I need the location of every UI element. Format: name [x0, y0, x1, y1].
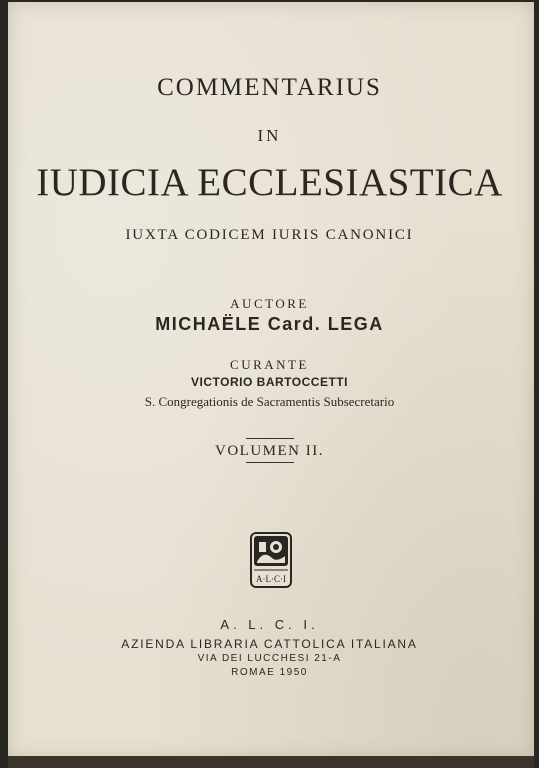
- publisher-name: AZIENDA LIBRARIA CATTOLICA ITALIANA: [121, 637, 418, 651]
- publisher-city-year: ROMAE 1950: [231, 667, 308, 678]
- editor-role: S. Congregationis de Sacramentis Subsecretario: [144, 394, 395, 409]
- main-title: IUDICIA ECCLESIASTICA: [36, 161, 503, 204]
- volume-label: VOLUMEN II.: [215, 443, 324, 459]
- divider-bottom: [246, 462, 294, 463]
- divider-top: [246, 438, 294, 439]
- author-name: MICHAËLE Card. LEGA: [155, 314, 384, 334]
- title-line-1: COMMENTARIUS: [157, 74, 382, 101]
- title-line-2: IN: [257, 126, 282, 145]
- author-label: AUCTORE: [230, 296, 309, 311]
- cover-bottom-edge: [8, 756, 534, 768]
- publisher-address: VIA DEI LUCCHESI 21-A: [197, 653, 342, 664]
- subtitle: IUXTA CODICEM IURIS CANONICI: [125, 227, 414, 243]
- editor-name: VICTORIO BARTOCCETTI: [191, 375, 348, 389]
- editor-label: CURANTE: [230, 357, 309, 372]
- publisher-logo-icon: [250, 532, 292, 588]
- publisher-abbreviation: A. L. C. I.: [220, 617, 319, 632]
- logo-letters: A·L·C·I: [256, 574, 286, 584]
